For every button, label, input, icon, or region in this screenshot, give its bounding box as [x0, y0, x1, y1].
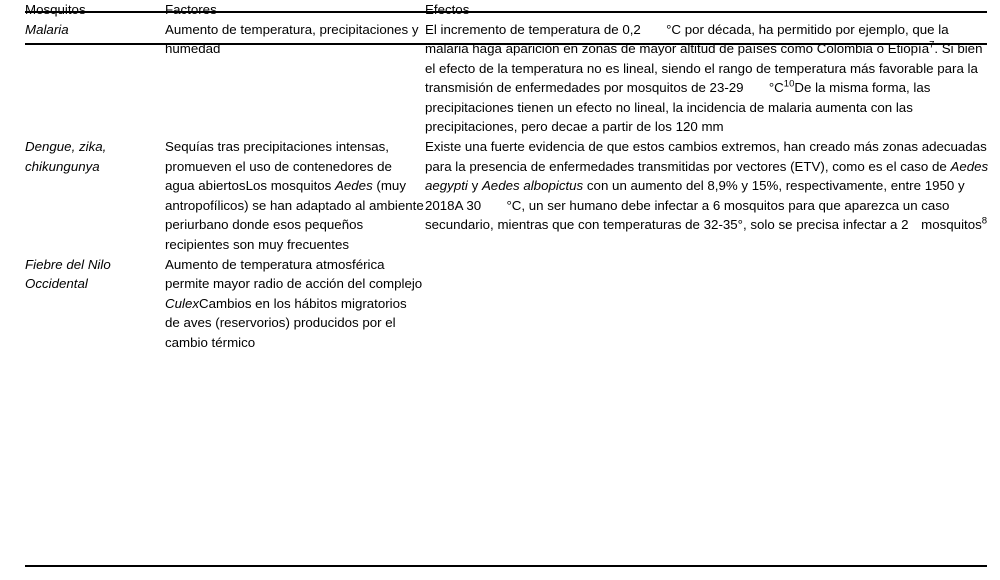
- footnote-marker: 8: [981, 216, 988, 228]
- efectos-text-part: °C: [768, 80, 784, 96]
- table-header-row: [0, 0, 1000, 20]
- efectos-text-part: El incremento de temperatura de 0,2: [425, 21, 641, 37]
- row-spacer: [0, 255, 25, 353]
- efectos-text-part: y: [467, 178, 482, 194]
- factores-text-part: Sequías tras precipitaciones intensas, promueven el uso de contenedores de agua abiertosLos mosquitos: [165, 139, 392, 194]
- row-spacer: [0, 20, 25, 138]
- cell-efectos: [425, 20, 1000, 138]
- efectos-text-part: mosquitos: [921, 217, 982, 233]
- column-header-mosquitos: Mosquitos: [25, 2, 86, 17]
- cell-mosquito-name: Dengue, zika, chikungunya: [25, 139, 107, 174]
- table-rule-bottom: [25, 565, 987, 567]
- cell-efectos: [425, 137, 1000, 255]
- footnote-marker: 7: [929, 39, 935, 51]
- table-row: [0, 20, 1000, 138]
- factores-genus-name: Aedes: [335, 178, 373, 194]
- header-spacer: [0, 0, 25, 20]
- cell-mosquito-name: Malaria: [25, 21, 69, 37]
- efectos-text-part: con un aumento del 8,9% y 15%, respectivamente, entre 1950 y 2018A 30: [425, 178, 965, 213]
- cell-factores: [165, 255, 425, 353]
- factores-text-part: (muy antropofílicos) se han adaptado al ambiente periurbano donde esos pequeños recipientes son muy frecuentes: [165, 178, 424, 253]
- efectos-text-part: °C por década, ha permitido por ejemplo, que la malaria haga aparición en zonas de mayor altitud de países como Colombia o Etiopía: [425, 21, 949, 57]
- factores-text-part: Aumento de temperatura atmosférica permite mayor radio de acción del complejo: [165, 256, 423, 292]
- efectos-text-part: De la misma forma, las precipitaciones tienen un efecto no lineal, la incidencia de malaria aumenta con las precipitaciones, pero decae a partir de los 120 mm: [425, 80, 931, 135]
- cell-efectos: [425, 255, 1000, 353]
- footnote-marker: 10: [783, 78, 795, 90]
- efectos-species-name: Aedes albopictus: [481, 178, 584, 194]
- factores-genus-name: Culex: [165, 295, 199, 311]
- efectos-text-part: Existe una fuerte evidencia de que estos cambios extremos, han creado más zonas adecuadas para la presencia de enfermedades transmitidas por vectores (ETV), como es el caso de: [425, 139, 987, 174]
- efectos-text-part: . Si bien el efecto de la temperatura no es lineal, siendo el rango de temperatura más favorable para la transmisión de enfermedades por mosquitos de 23-29: [425, 41, 983, 96]
- table-row: [0, 255, 1000, 353]
- factores-text-part: Cambios en los hábitos migratorios de aves (reservorios) producidos por el cambio térmico: [165, 295, 407, 350]
- cell-factores: Aumento de temperatura, precipitaciones y humedad: [165, 21, 419, 57]
- cell-mosquito-name: Fiebre del Nilo Occidental: [25, 256, 111, 292]
- efectos-species-name: Aedes aegypti: [425, 158, 989, 194]
- column-header-efectos: Efectos: [425, 2, 470, 17]
- cell-factores: [165, 137, 425, 255]
- row-spacer: [0, 137, 25, 255]
- efectos-text-part: °C, un ser humano debe infectar a 6 mosquitos para que aparezca un caso secundario, mientras que con temperaturas de 32-35°, solo se precisa infectar a 2: [425, 197, 950, 233]
- column-header-factores: Factores: [165, 2, 217, 17]
- table-row: [0, 137, 1000, 255]
